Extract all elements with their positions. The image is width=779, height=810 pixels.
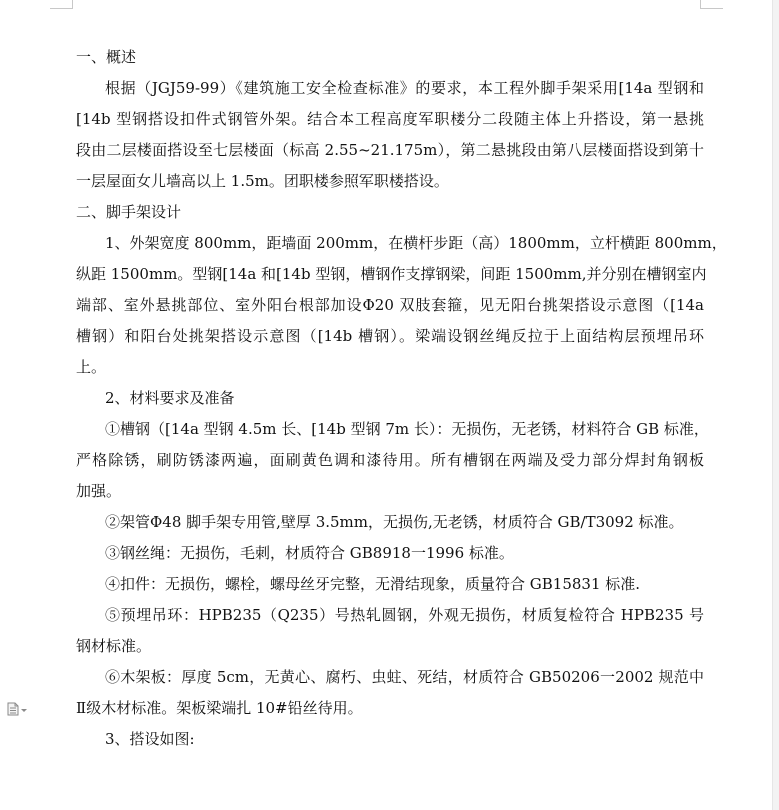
paragraph-line: ②架管Φ48 脚手架专用管,壁厚 3.5mm，无损伤,无老锈，材质符合 GB/T3092 标准。	[105, 513, 684, 531]
paragraph-line: 槽钢）和阳台处挑架搭设示意图（[14b 槽钢）。梁端设钢丝绳反拉于上面结构层预埋吊环	[76, 327, 704, 345]
subheading-materials: 2、材料要求及准备	[105, 389, 235, 407]
paragraph-line: 上。	[76, 358, 107, 376]
paragraph-line: 纵距 1500mm。型钢[14a 和[14b 型钢，槽钢作支撑钢梁，间距 1500mm,并分别在槽钢室内	[76, 265, 707, 283]
subheading-setup: 3、搭设如图:	[105, 730, 195, 748]
paragraph-line: 严格除锈，刷防锈漆两遍，面刷黄色调和漆待用。所有槽钢在两端及受力部分焊封角钢板	[76, 451, 704, 469]
document-page-icon	[7, 702, 19, 716]
paragraph-line: ⑤预埋吊环：HPB235（Q235）号热轧圆钢，外观无损伤，材质复检符合 HPB235 号	[105, 606, 704, 624]
paragraph-line: 根据（JGJ59-99）《建筑施工安全检查标准》的要求，本工程外脚手架采用[14a 型钢和	[105, 79, 704, 97]
scrollbar[interactable]	[772, 0, 779, 810]
paragraph-line: Ⅱ级木材标准。架板梁端扎 10#铅丝待用。	[76, 699, 363, 717]
paragraph-line: 钢材标准。	[76, 637, 152, 655]
paragraph-line: 1、外架宽度 800mm，距墙面 200mm，在横杆步距（高）1800mm，立杆横距 800mm，	[105, 234, 727, 252]
heading-scaffold-design: 二、脚手架设计	[76, 203, 182, 221]
paragraph-line: ④扣件：无损伤，螺栓，螺母丝牙完整，无滑结现象，质量符合 GB15831 标准.	[105, 575, 641, 593]
paragraph-line: ③钢丝绳：无损伤，毛刺，材质符合 GB8918一1996 标准。	[105, 544, 514, 562]
paragraph-line: ①槽钢（[14a 型钢 4.5m 长、[14b 型钢 7m 长）：无损伤，无老锈，材料符合 GB 标准，	[105, 420, 709, 438]
paragraph-line: 一层屋面女儿墙高以上 1.5m。团职楼参照军职楼搭设。	[76, 172, 449, 190]
paragraph-line: [14b 型钢搭设扣件式钢管外架。结合本工程高度军职楼分二段随主体上升搭设，第一悬挑	[76, 110, 704, 128]
page-corner-mark-left	[50, 0, 73, 9]
paragraph-line: ⑥木架板：厚度 5cm，无黄心、腐朽、虫蛀、死结，材质符合 GB50206一2002 规范中	[105, 668, 704, 686]
paragraph-line: 段由二层楼面搭设至七层楼面（标高 2.55~21.175m），第二悬挑段由第八层楼面搭设到第十	[76, 141, 704, 159]
paragraph-options-icon[interactable]	[7, 701, 31, 717]
paragraph-line: 加强。	[76, 482, 122, 500]
chevron-down-icon	[21, 709, 27, 712]
paragraph-line: 端部、室外悬挑部位、室外阳台根部加设Φ20 双肢套箍，见无阳台挑架搭设示意图（[14a	[76, 296, 704, 314]
heading-overview: 一、概述	[76, 48, 137, 66]
page-corner-mark-right	[700, 0, 723, 9]
document-body[interactable]	[76, 42, 727, 755]
